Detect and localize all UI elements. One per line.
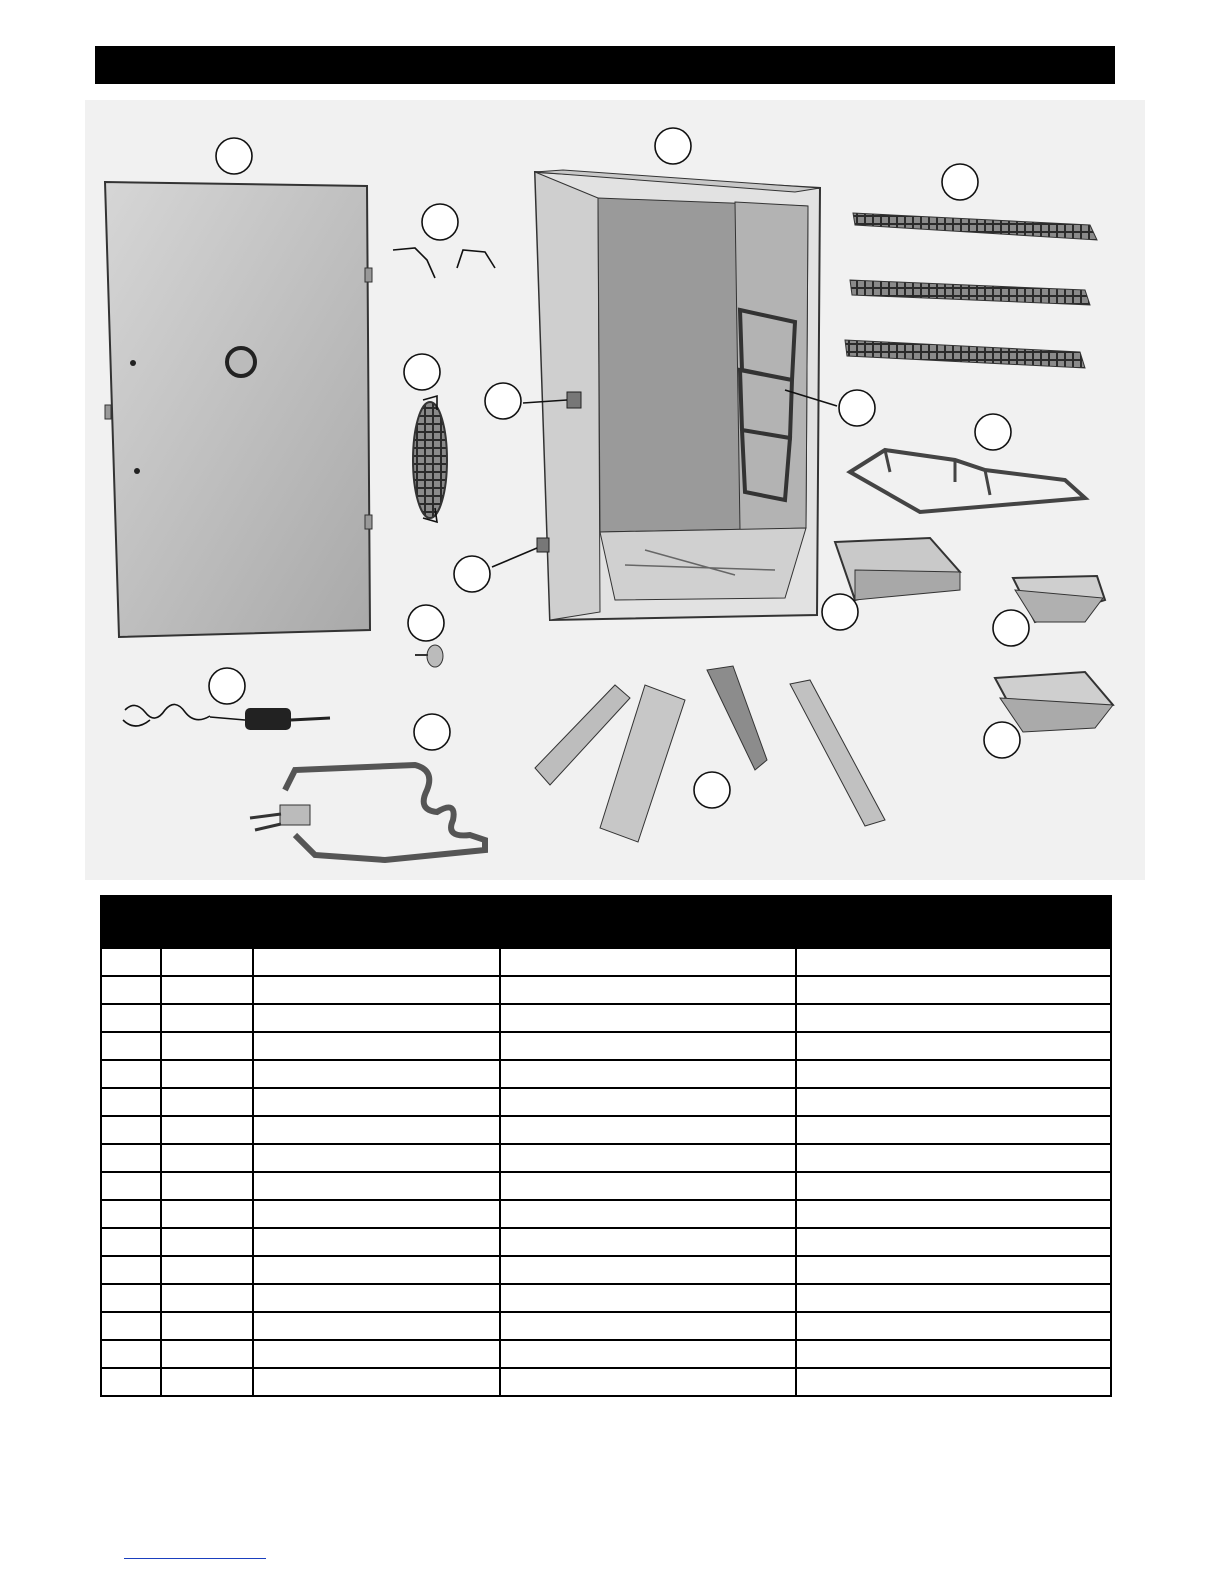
table-cell xyxy=(161,1172,253,1200)
callout-16 xyxy=(694,772,730,808)
table-cell xyxy=(500,1032,796,1060)
table-cell xyxy=(101,1284,161,1312)
table-row xyxy=(101,976,1111,1004)
table-cell xyxy=(796,976,1111,1004)
callout-14 xyxy=(414,714,450,750)
callout-8 xyxy=(975,414,1011,450)
table-cell xyxy=(796,1368,1111,1396)
smoker-cabinet xyxy=(535,170,820,620)
callout-4 xyxy=(422,204,458,240)
table-cell xyxy=(796,948,1111,976)
callout-7 xyxy=(839,390,875,426)
table-row xyxy=(101,1256,1111,1284)
page-title-bar xyxy=(95,46,1115,84)
door-panel xyxy=(105,182,372,637)
table-cell xyxy=(161,1004,253,1032)
table-row xyxy=(101,1228,1111,1256)
door-thermometer-icon xyxy=(227,348,255,376)
table-cell xyxy=(101,1312,161,1340)
table-cell xyxy=(253,1032,500,1060)
table-cell xyxy=(500,948,796,976)
table-row xyxy=(101,1116,1111,1144)
header-cell xyxy=(101,896,161,948)
table-cell xyxy=(101,1200,161,1228)
callout-9 xyxy=(454,556,490,592)
table-cell xyxy=(796,1088,1111,1116)
table-row xyxy=(101,1368,1111,1396)
table-cell xyxy=(500,1368,796,1396)
table-cell xyxy=(101,948,161,976)
table-row xyxy=(101,1032,1111,1060)
table-cell xyxy=(500,1088,796,1116)
table-cell xyxy=(796,1116,1111,1144)
table-cell xyxy=(253,1116,500,1144)
table-cell xyxy=(101,1032,161,1060)
table-cell xyxy=(253,1340,500,1368)
table-row xyxy=(101,1312,1111,1340)
table-cell xyxy=(161,976,253,1004)
header-cell xyxy=(253,896,500,948)
table-cell xyxy=(500,1060,796,1088)
callout-11 xyxy=(408,605,444,641)
table-cell xyxy=(253,1060,500,1088)
table-cell xyxy=(101,1004,161,1032)
parts-list-table xyxy=(100,895,1112,1397)
table-cell xyxy=(101,1060,161,1088)
table-cell xyxy=(161,1228,253,1256)
table-cell xyxy=(161,1256,253,1284)
table-cell xyxy=(101,1228,161,1256)
table-cell xyxy=(796,1200,1111,1228)
table-cell xyxy=(796,1312,1111,1340)
table-cell xyxy=(101,976,161,1004)
table-cell xyxy=(796,1032,1111,1060)
callout-13 xyxy=(209,668,245,704)
table-cell xyxy=(161,1032,253,1060)
table-cell xyxy=(500,1172,796,1200)
table-cell xyxy=(253,1200,500,1228)
table-cell xyxy=(253,1144,500,1172)
table-cell xyxy=(500,1116,796,1144)
table-cell xyxy=(253,1368,500,1396)
header-cell xyxy=(161,896,253,948)
table-cell xyxy=(101,1368,161,1396)
table-cell xyxy=(253,1088,500,1116)
callout-6 xyxy=(485,383,521,419)
callout-12 xyxy=(993,610,1029,646)
table-cell xyxy=(161,1060,253,1088)
table-row xyxy=(101,1200,1111,1228)
exploded-parts-diagram xyxy=(85,100,1145,880)
side-vent-icon xyxy=(567,392,581,408)
parts-diagram-svg xyxy=(85,100,1145,880)
table-cell xyxy=(161,948,253,976)
callout-1 xyxy=(216,138,252,174)
callout-3 xyxy=(942,164,978,200)
table-cell xyxy=(796,1284,1111,1312)
table-cell xyxy=(500,1340,796,1368)
table-cell xyxy=(253,948,500,976)
table-cell xyxy=(161,1284,253,1312)
table-cell xyxy=(161,1144,253,1172)
table-row xyxy=(101,1144,1111,1172)
table-cell xyxy=(500,1144,796,1172)
table-cell xyxy=(253,1284,500,1312)
table-row xyxy=(101,1088,1111,1116)
callout-2 xyxy=(655,128,691,164)
table-cell xyxy=(253,1172,500,1200)
table-cell xyxy=(161,1088,253,1116)
table-cell xyxy=(101,1340,161,1368)
table-cell xyxy=(101,1088,161,1116)
table-cell xyxy=(101,1144,161,1172)
table-row xyxy=(101,948,1111,976)
table-cell xyxy=(796,1172,1111,1200)
table-cell xyxy=(101,1172,161,1200)
table-cell xyxy=(796,1144,1111,1172)
table-cell xyxy=(796,1256,1111,1284)
table-cell xyxy=(796,1340,1111,1368)
table-cell xyxy=(796,1228,1111,1256)
table-cell xyxy=(253,1228,500,1256)
table-header-row xyxy=(101,896,1111,948)
table-cell xyxy=(500,976,796,1004)
table-cell xyxy=(253,1312,500,1340)
table-cell xyxy=(161,1340,253,1368)
controller-body-icon xyxy=(245,708,291,730)
callout-5 xyxy=(404,354,440,390)
table-cell xyxy=(253,976,500,1004)
header-cell xyxy=(500,896,796,948)
table-cell xyxy=(500,1004,796,1032)
callout-15 xyxy=(984,722,1020,758)
table-cell xyxy=(500,1312,796,1340)
table-cell xyxy=(161,1200,253,1228)
table-cell xyxy=(253,1004,500,1032)
header-cell xyxy=(796,896,1111,948)
table-cell xyxy=(500,1256,796,1284)
table-body xyxy=(101,948,1111,1396)
table-cell xyxy=(500,1228,796,1256)
table-row xyxy=(101,1340,1111,1368)
footer-link[interactable] xyxy=(124,1548,266,1559)
table-cell xyxy=(101,1116,161,1144)
callout-10 xyxy=(822,594,858,630)
table-cell xyxy=(500,1284,796,1312)
table-cell xyxy=(796,1004,1111,1032)
table-cell xyxy=(253,1256,500,1284)
table-row xyxy=(101,1060,1111,1088)
table-row xyxy=(101,1172,1111,1200)
table-cell xyxy=(101,1256,161,1284)
table-row xyxy=(101,1004,1111,1032)
table-row xyxy=(101,1284,1111,1312)
table-cell xyxy=(161,1368,253,1396)
table-cell xyxy=(161,1116,253,1144)
table-cell xyxy=(796,1060,1111,1088)
table-cell xyxy=(500,1200,796,1228)
table-cell xyxy=(161,1312,253,1340)
